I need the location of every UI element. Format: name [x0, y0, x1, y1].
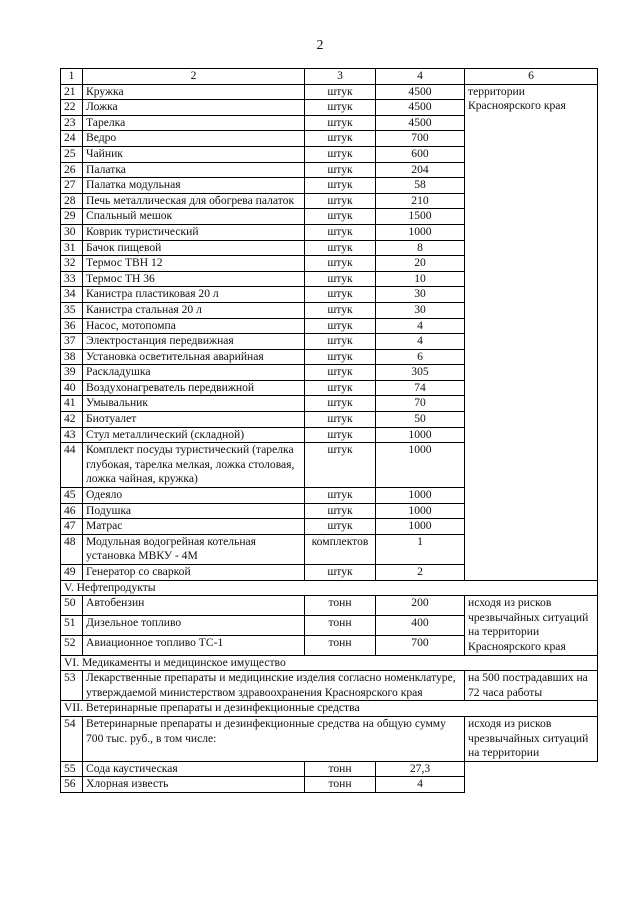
row-number: 41 — [61, 396, 83, 412]
row-name: Канистра пластиковая 20 л — [83, 287, 305, 303]
row-name: Термос ТН 36 — [83, 271, 305, 287]
row-quantity: 305 — [376, 365, 465, 381]
row-name: Авиационное топливо ТС-1 — [83, 635, 305, 655]
row-number: 56 — [61, 777, 83, 793]
row-unit: штук — [305, 443, 376, 488]
row-number: 21 — [61, 84, 83, 100]
row-quantity: 1000 — [376, 488, 465, 504]
row-quantity: 700 — [376, 635, 465, 655]
row-number: 25 — [61, 146, 83, 162]
row-unit: штук — [305, 146, 376, 162]
row-number: 48 — [61, 534, 83, 564]
row-quantity: 50 — [376, 412, 465, 428]
row-quantity: 30 — [376, 287, 465, 303]
row-quantity: 27,3 — [376, 761, 465, 777]
table-row — [61, 596, 598, 616]
row-unit: тонн — [305, 596, 376, 616]
row-number: 37 — [61, 334, 83, 350]
row-name: Печь металлическая для обогрева палаток — [83, 193, 305, 209]
row-number: 28 — [61, 193, 83, 209]
row-name: Модульная водогрейная котельная установка МВКУ - 4М — [83, 534, 305, 564]
row-name: Ложка — [83, 100, 305, 116]
row-name: Воздухонагреватель передвижной — [83, 380, 305, 396]
row-number: 49 — [61, 565, 83, 581]
row-quantity: 2 — [376, 565, 465, 581]
section7-body — [61, 761, 598, 792]
row-unit: тонн — [305, 777, 376, 793]
row-name: Установка осветительная аварийная — [83, 349, 305, 365]
row-unit: штук — [305, 178, 376, 194]
row-quantity: 400 — [376, 615, 465, 635]
row-number: 42 — [61, 412, 83, 428]
row-number: 46 — [61, 503, 83, 519]
row-unit: штук — [305, 240, 376, 256]
row-name: Тарелка — [83, 115, 305, 131]
row-name: Автобензин — [83, 596, 305, 616]
row-quantity: 4 — [376, 777, 465, 793]
table-row — [61, 84, 598, 100]
row-number: 30 — [61, 224, 83, 240]
row-unit: штук — [305, 100, 376, 116]
row-unit: штук — [305, 396, 376, 412]
header-cell: 2 — [83, 69, 305, 85]
row-quantity: 30 — [376, 302, 465, 318]
header-row — [61, 69, 598, 85]
header-cell: 3 — [305, 69, 376, 85]
row-name: Насос, мотопомпа — [83, 318, 305, 334]
row-quantity: 4500 — [376, 115, 465, 131]
row-number: 55 — [61, 761, 83, 777]
row-name: Подушка — [83, 503, 305, 519]
row-name: Комплект посуды туристический (тарелка глубокая, тарелка мелкая, ложка столовая, ложка чайная, кружка) — [83, 443, 305, 488]
section5-body — [61, 596, 598, 655]
row-name: Спальный мешок — [83, 209, 305, 225]
section-title: VI. Медикаменты и медицинское имущество — [61, 655, 598, 671]
row-quantity: 1000 — [376, 427, 465, 443]
row-unit: штук — [305, 287, 376, 303]
row-unit: комплектов — [305, 534, 376, 564]
header-cell: 4 — [376, 69, 465, 85]
row-name: Коврик туристический — [83, 224, 305, 240]
row-number: 34 — [61, 287, 83, 303]
row-name: Дизельное топливо — [83, 615, 305, 635]
row-unit: штук — [305, 131, 376, 147]
row-unit: штук — [305, 162, 376, 178]
row-unit: штук — [305, 84, 376, 100]
row-quantity: 1 — [376, 534, 465, 564]
row-number: 50 — [61, 596, 83, 616]
row-name: Палатка модульная — [83, 178, 305, 194]
row-number: 31 — [61, 240, 83, 256]
row-unit: штук — [305, 302, 376, 318]
row-unit: штук — [305, 519, 376, 535]
row-quantity: 1000 — [376, 443, 465, 488]
row-note: исходя из рисков чрезвычайных ситуаций на территории — [465, 716, 598, 761]
row-quantity: 1000 — [376, 503, 465, 519]
row-quantity: 4 — [376, 318, 465, 334]
row-unit: штук — [305, 256, 376, 272]
row-name: Хлорная известь — [83, 777, 305, 793]
row-quantity: 4 — [376, 334, 465, 350]
row-unit: штук — [305, 318, 376, 334]
row-unit: штук — [305, 412, 376, 428]
row-name: Умывальник — [83, 396, 305, 412]
row-unit: штук — [305, 349, 376, 365]
row-quantity: 204 — [376, 162, 465, 178]
row-name: Биотуалет — [83, 412, 305, 428]
row-name: Одеяло — [83, 488, 305, 504]
row-number: 36 — [61, 318, 83, 334]
row-number: 44 — [61, 443, 83, 488]
table-row — [61, 671, 598, 701]
section-title: V. Нефтепродукты — [61, 580, 598, 596]
row-quantity: 74 — [376, 380, 465, 396]
row-name: Ведро — [83, 131, 305, 147]
row-number: 40 — [61, 380, 83, 396]
row-unit: штук — [305, 380, 376, 396]
row-unit: штук — [305, 334, 376, 350]
row-number: 51 — [61, 615, 83, 635]
row-quantity: 6 — [376, 349, 465, 365]
row-unit: штук — [305, 193, 376, 209]
row-quantity: 58 — [376, 178, 465, 194]
row-number: 52 — [61, 635, 83, 655]
table-row — [61, 761, 598, 777]
row-quantity: 10 — [376, 271, 465, 287]
row-note: территории Красноярского края — [465, 84, 598, 580]
row-unit: штук — [305, 565, 376, 581]
group1-body — [61, 84, 598, 580]
section-row — [61, 655, 598, 671]
row-unit: тонн — [305, 615, 376, 635]
row-name: Канистра стальная 20 л — [83, 302, 305, 318]
row-number: 53 — [61, 671, 83, 701]
section-title: VII. Ветеринарные препараты и дезинфекционные средства — [61, 701, 598, 717]
section-row — [61, 701, 598, 717]
row-unit: штук — [305, 209, 376, 225]
header-cell: 1 — [61, 69, 83, 85]
table-row — [61, 716, 598, 761]
row-name: Раскладушка — [83, 365, 305, 381]
supplies-table — [60, 68, 598, 793]
row-number: 38 — [61, 349, 83, 365]
row-number: 47 — [61, 519, 83, 535]
row-unit: штук — [305, 427, 376, 443]
row-number: 54 — [61, 716, 83, 761]
row-name: Матрас — [83, 519, 305, 535]
row-number: 22 — [61, 100, 83, 116]
row-name: Чайник — [83, 146, 305, 162]
row-number: 24 — [61, 131, 83, 147]
page-number: 2 — [316, 38, 324, 53]
row-unit: тонн — [305, 635, 376, 655]
row-name: Сода каустическая — [83, 761, 305, 777]
row-quantity: 4500 — [376, 84, 465, 100]
row-number: 23 — [61, 115, 83, 131]
row-name: Ветеринарные препараты и дезинфекционные средства на общую сумму 700 тыс. руб., в том числе: — [83, 716, 465, 761]
row-quantity: 600 — [376, 146, 465, 162]
row-quantity: 20 — [376, 256, 465, 272]
row-number: 32 — [61, 256, 83, 272]
row-unit: штук — [305, 488, 376, 504]
row-quantity: 1000 — [376, 519, 465, 535]
row-quantity: 4500 — [376, 100, 465, 116]
row-quantity: 1500 — [376, 209, 465, 225]
row-name: Генератор со сваркой — [83, 565, 305, 581]
row-quantity: 70 — [376, 396, 465, 412]
section-row — [61, 580, 598, 596]
row-number: 27 — [61, 178, 83, 194]
row-note: на 500 пострадавших на 72 часа работы — [465, 671, 598, 701]
row-number: 33 — [61, 271, 83, 287]
row-unit: штук — [305, 115, 376, 131]
row-number: 45 — [61, 488, 83, 504]
row-number: 35 — [61, 302, 83, 318]
table-row — [61, 777, 598, 793]
row-name: Электростанция передвижная — [83, 334, 305, 350]
row-unit: штук — [305, 224, 376, 240]
row-unit: тонн — [305, 761, 376, 777]
row-number: 26 — [61, 162, 83, 178]
row-name: Лекарственные препараты и медицинские изделия согласно номенклатуре, утверждаемой министерством здравоохранения Красноярского края — [83, 671, 465, 701]
row-number: 29 — [61, 209, 83, 225]
row-unit: штук — [305, 503, 376, 519]
row-quantity: 200 — [376, 596, 465, 616]
row-name: Термос ТВН 12 — [83, 256, 305, 272]
row-number: 43 — [61, 427, 83, 443]
row-quantity: 1000 — [376, 224, 465, 240]
header-cell: 6 — [465, 69, 598, 85]
row-quantity: 700 — [376, 131, 465, 147]
row-name: Стул металлический (складной) — [83, 427, 305, 443]
row-name: Палатка — [83, 162, 305, 178]
row-number: 39 — [61, 365, 83, 381]
row-unit: штук — [305, 271, 376, 287]
row-quantity: 210 — [376, 193, 465, 209]
row-name: Бачок пищевой — [83, 240, 305, 256]
row-note: исходя из рисков чрезвычайных ситуаций на территории Красноярского края — [465, 596, 598, 655]
row-quantity: 8 — [376, 240, 465, 256]
row-name: Кружка — [83, 84, 305, 100]
row-unit: штук — [305, 365, 376, 381]
